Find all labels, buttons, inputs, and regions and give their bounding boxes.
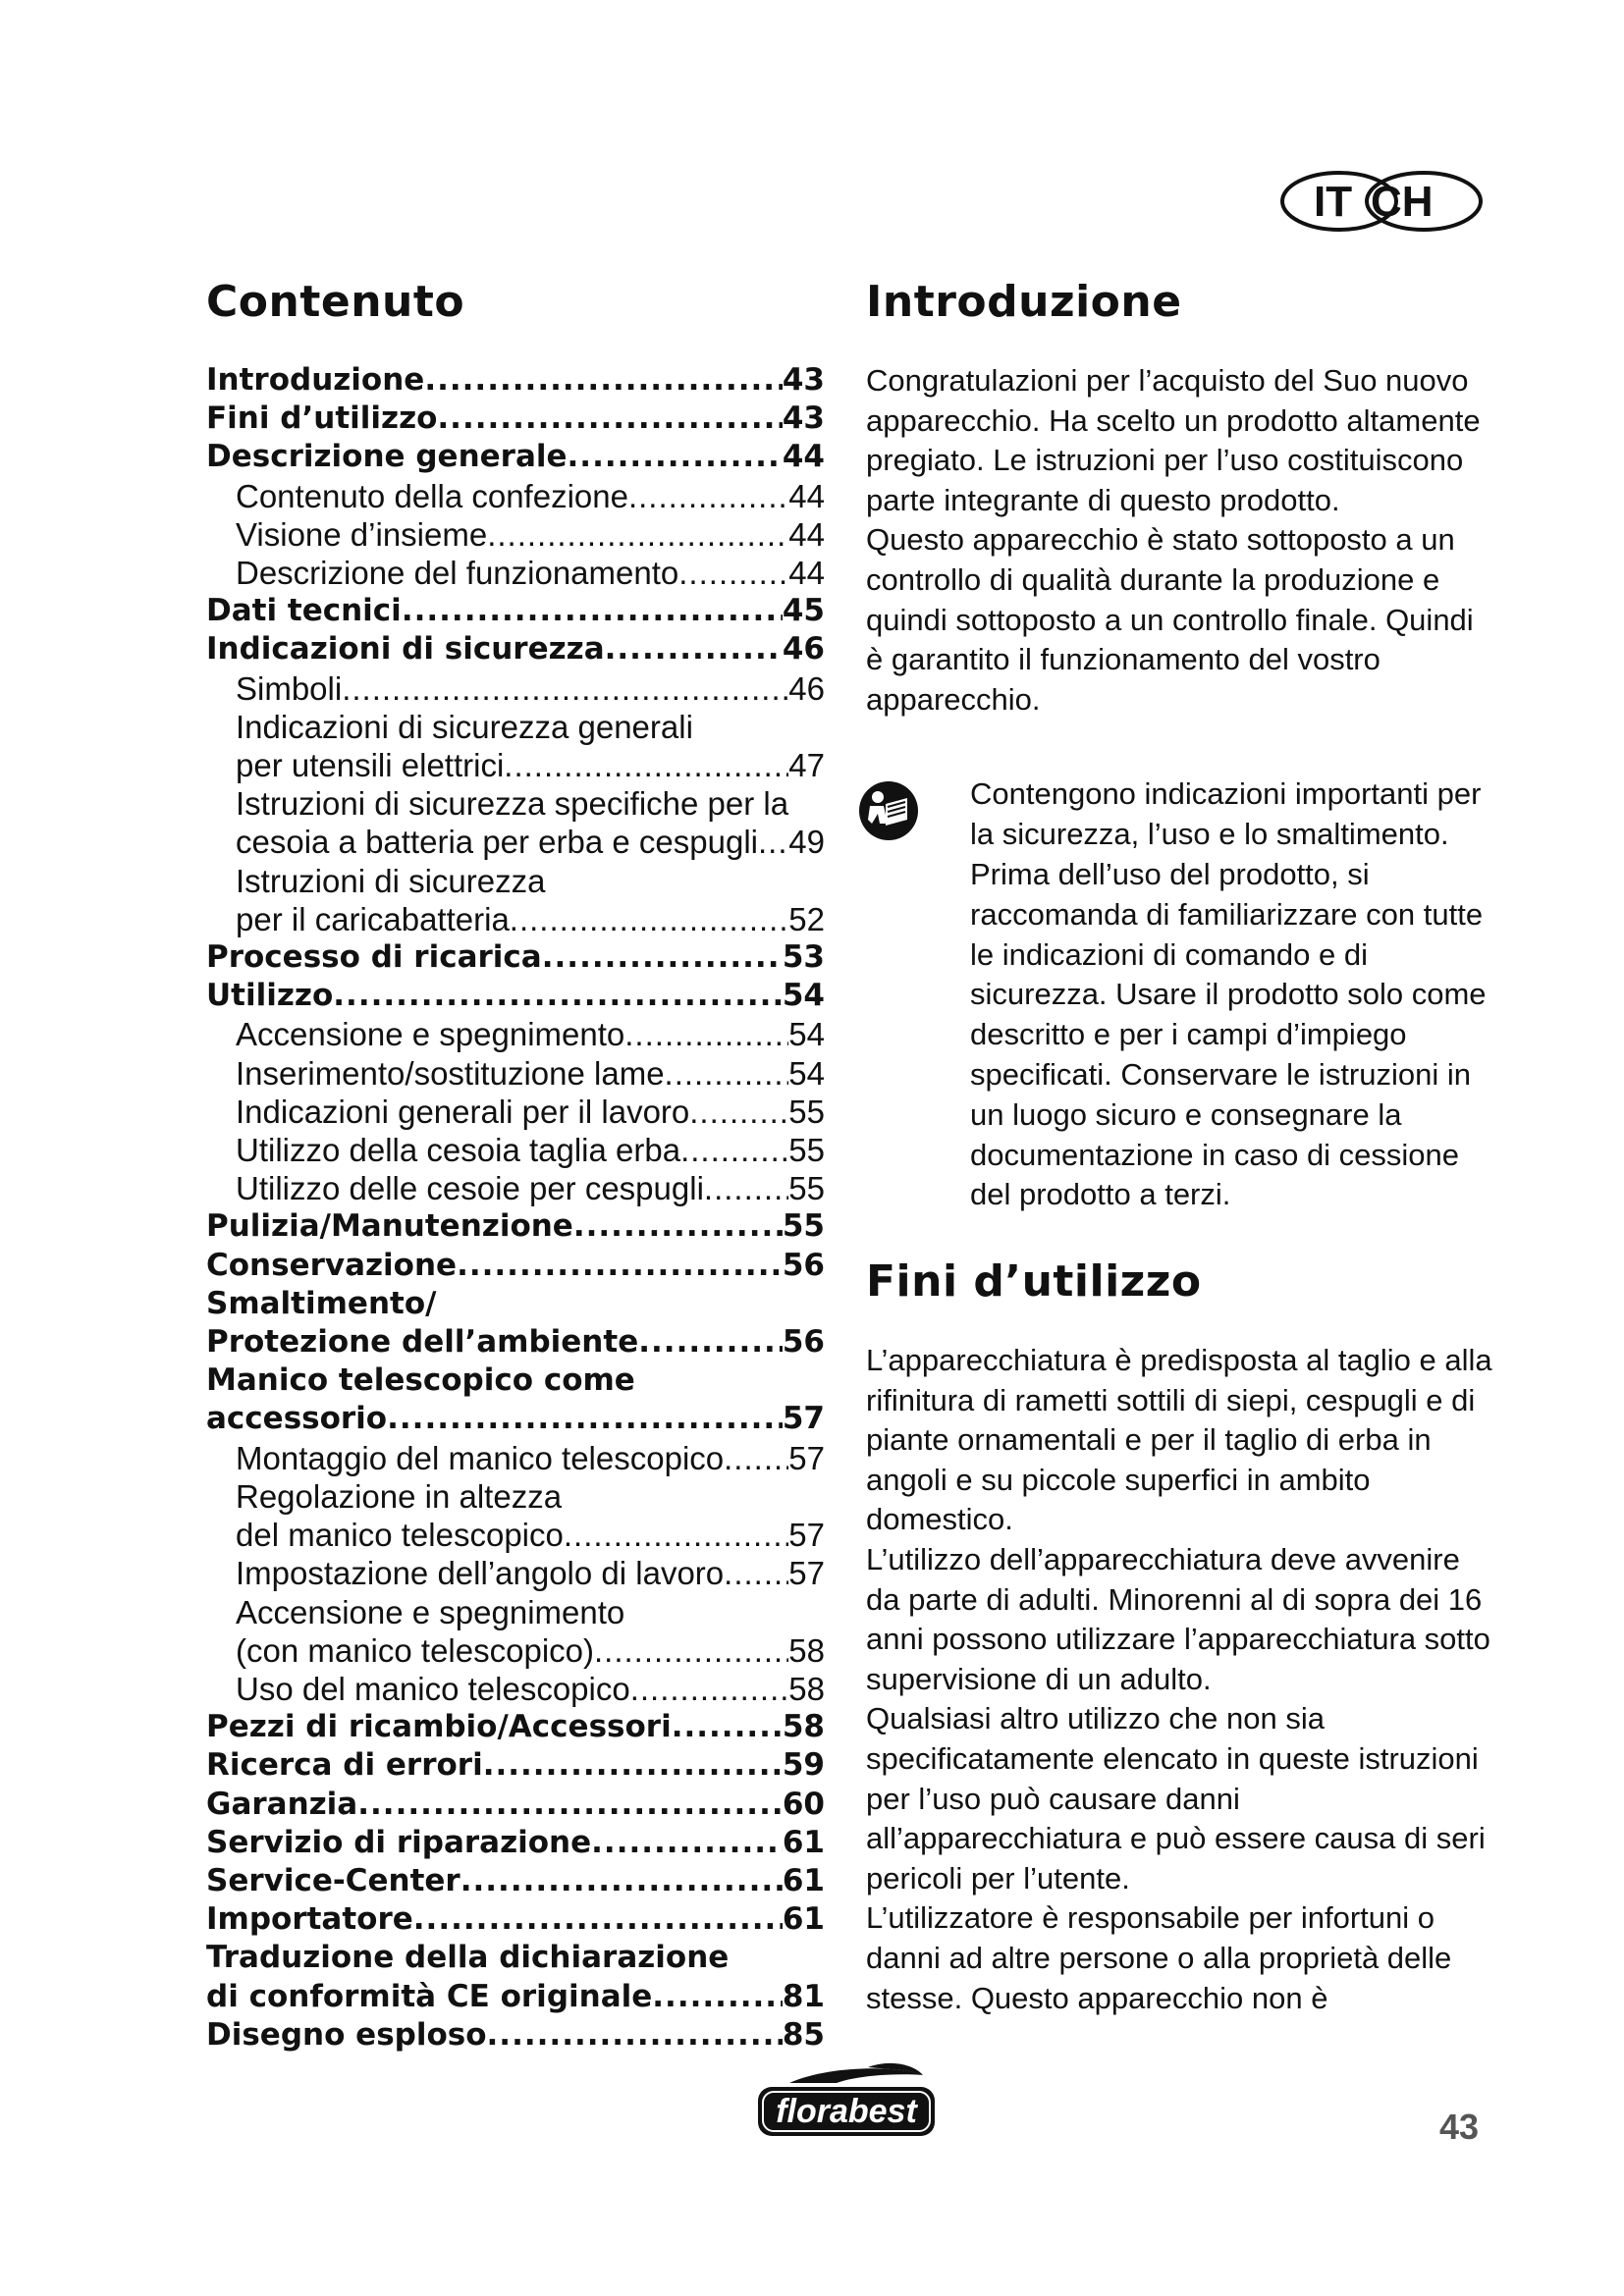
toc-entry — [206, 1786, 825, 1824]
fini-paragraph: L’utilizzatore è responsabile per infortuni o danni ad altre persone o alla proprietà delle stesse. Questo apparecchio non è — [866, 1900, 1452, 2015]
toc-leader-dots — [402, 592, 783, 630]
toc-entry-title: accessorio — [206, 1401, 388, 1437]
toc-entry — [206, 1554, 825, 1592]
toc-entry-title: Descrizione del funzionamento — [236, 555, 679, 592]
toc-leader-dots — [624, 1015, 788, 1053]
toc-entry — [206, 1477, 825, 1516]
toc-leader-dots — [483, 1746, 783, 1785]
language-code-ch: CH — [1371, 178, 1434, 226]
toc-entry-title: Dati tecnici — [206, 593, 402, 629]
language-badge-shape — [1278, 169, 1485, 234]
toc-entry — [206, 1439, 825, 1477]
toc-leader-dots — [678, 554, 788, 592]
toc-leader-dots — [487, 515, 788, 554]
toc-entry — [206, 554, 825, 592]
toc-entry — [206, 1207, 825, 1246]
toc-entry-title: Inserimento/sostituzione lame — [236, 1054, 665, 1092]
toc-entry — [206, 823, 825, 861]
toc-entry — [206, 1015, 825, 1053]
fini-heading: Fini d’utilizzo — [866, 1256, 1202, 1308]
toc-entry — [206, 1708, 825, 1746]
toc-entry-title: Montaggio del manico telescopico — [236, 1439, 725, 1476]
toc-leader-dots — [568, 438, 783, 476]
language-code-it: IT — [1314, 178, 1353, 226]
toc-leader-dots — [724, 1439, 788, 1477]
brand-name: florabest — [776, 2093, 917, 2130]
toc-leader-dots — [504, 746, 788, 784]
toc-entry — [206, 1978, 825, 2016]
toc-leader-dots — [652, 1978, 783, 2016]
toc-entry-title: Introduzione — [206, 362, 425, 398]
toc-list — [206, 361, 825, 2055]
toc-entry — [206, 2016, 825, 2055]
toc-leader-dots — [333, 977, 783, 1015]
toc-entry — [206, 515, 825, 554]
toc-leader-dots — [628, 477, 788, 515]
toc-leader-dots — [758, 823, 788, 861]
read-manual-icon — [858, 780, 919, 841]
toc-entry-title: cesoia a batteria per erba e cespugli — [236, 824, 758, 861]
toc-entry-page: 57 — [788, 1517, 825, 1554]
toc-entry-title: Ricerca di errori — [206, 1747, 483, 1784]
toc-entry-page: 61 — [782, 1824, 825, 1860]
toc-entry — [206, 746, 825, 784]
toc-leader-dots — [487, 2016, 783, 2055]
florabest-logo — [750, 2061, 943, 2142]
toc-entry-page: 81 — [782, 1978, 825, 2014]
toc-entry — [206, 1939, 825, 1977]
toc-leader-dots — [387, 1400, 783, 1438]
toc-entry — [206, 1631, 825, 1670]
toc-entry — [206, 1323, 825, 1362]
intro-body — [866, 361, 1494, 720]
toc-entry-title: Regolazione in altezza — [236, 1477, 563, 1515]
toc-entry-page: 57 — [782, 1401, 825, 1437]
toc-entry-title: Istruzioni di sicurezza specifiche per la — [236, 785, 789, 823]
toc-entry-title: Indicazioni di sicurezza generali — [236, 708, 693, 745]
toc-leader-dots — [672, 1708, 783, 1746]
toc-entry-title: Protezione dell’ambiente — [206, 1324, 639, 1361]
toc-entry — [206, 1362, 825, 1400]
toc-leader-dots — [573, 1207, 783, 1246]
toc-entry-title: Smaltimento/ — [206, 1285, 437, 1321]
toc-entry-title: per il caricabatteria — [236, 900, 510, 937]
toc-leader-dots — [457, 1247, 783, 1285]
toc-entry — [206, 1131, 825, 1169]
toc-entry-page: 55 — [788, 1093, 825, 1130]
toc-entry-title: Accensione e spegnimento — [236, 1593, 625, 1630]
toc-entry — [206, 1516, 825, 1554]
toc-entry — [206, 1746, 825, 1785]
toc-entry-page: 58 — [782, 1709, 825, 1745]
toc-leader-dots — [342, 669, 788, 708]
toc-entry — [206, 900, 825, 938]
toc-entry-page: 49 — [788, 824, 825, 861]
toc-entry-page: 56 — [782, 1324, 825, 1361]
toc-entry — [206, 1900, 825, 1939]
fini-paragraph: L’utilizzo dell’apparecchiatura deve avvenire da parte di adulti. Minorenni al di sopra dei 16 anni possono utilizzare l’apparecchiatura sotto supervisione di un adulto. — [866, 1542, 1490, 1696]
toc-entry — [206, 1670, 825, 1708]
toc-entry-page: 57 — [788, 1439, 825, 1476]
toc-entry-page: 44 — [788, 555, 825, 592]
toc-entry-title: Manico telescopico come — [206, 1362, 635, 1399]
toc-entry-title: Utilizzo delle cesoie per cespugli — [236, 1170, 704, 1207]
page-number: 43 — [1439, 2107, 1480, 2147]
toc-heading: Contenuto — [206, 277, 465, 327]
toc-entry — [206, 1054, 825, 1093]
toc-entry — [206, 708, 825, 746]
toc-entry — [206, 784, 825, 823]
toc-entry-page: 46 — [782, 631, 825, 667]
toc-entry-title: Garanzia — [206, 1786, 358, 1822]
toc-leader-dots — [460, 1862, 783, 1900]
toc-entry — [206, 592, 825, 630]
toc-entry-page: 54 — [788, 1016, 825, 1053]
toc-entry-page: 57 — [788, 1555, 825, 1592]
toc-leader-dots — [630, 1670, 789, 1708]
toc-entry-title: Indicazioni generali per il lavoro — [236, 1093, 690, 1130]
toc-entry — [206, 977, 825, 1015]
toc-entry-title: Visione d’insieme — [236, 515, 488, 553]
toc-entry-page: 44 — [788, 515, 825, 553]
toc-leader-dots — [413, 1900, 783, 1939]
toc-entry — [206, 1093, 825, 1131]
toc-entry-title: Impostazione dell’angolo di lavoro — [236, 1555, 725, 1592]
toc-entry — [206, 1824, 825, 1862]
toc-entry-title: Pulizia/Manutenzione — [206, 1208, 573, 1245]
toc-leader-dots — [638, 1323, 783, 1362]
toc-entry-title: Indicazioni di sicurezza — [206, 631, 605, 667]
toc-entry-page: 59 — [782, 1747, 825, 1784]
toc-entry-page: 55 — [788, 1170, 825, 1207]
toc-entry — [206, 1593, 825, 1631]
toc-entry-title: Fini d’utilizzo — [206, 400, 438, 437]
toc-entry-page: 54 — [782, 978, 825, 1014]
toc-entry-page: 53 — [782, 939, 825, 976]
toc-entry — [206, 1400, 825, 1438]
toc-entry-title: Importatore — [206, 1901, 413, 1938]
toc-entry — [206, 1169, 825, 1207]
toc-entry — [206, 862, 825, 900]
toc-entry-page: 45 — [782, 593, 825, 629]
toc-entry-title: Simboli — [236, 669, 343, 707]
notice-text: Contengono indicazioni importanti per la sicurezza, l’uso e lo smaltimento. Prima dell’uso del prodotto, si raccomanda di familiarizzare con tutte le indicazioni di comando e di sicurezza. Usare il prodotto solo come descritto e per i campi d’impiego specificati. Conservare le istruzioni in un luogo sicuro e consegnare la documentazione in caso di cessione del prodotto a terzi. — [970, 776, 1487, 1212]
toc-entry-title: Processo di ricarica — [206, 939, 542, 976]
toc-entry-page: 61 — [782, 1862, 825, 1898]
toc-entry — [206, 1862, 825, 1900]
toc-leader-dots — [665, 1054, 789, 1093]
content-column — [866, 273, 1494, 2018]
toc-entry — [206, 477, 825, 515]
toc-entry-page: 55 — [782, 1208, 825, 1245]
toc-entry-page: 61 — [782, 1901, 825, 1938]
toc-entry — [206, 438, 825, 476]
toc-entry-page: 56 — [782, 1247, 825, 1283]
toc-entry-title: (con manico telescopico) — [236, 1631, 594, 1669]
toc-entry-title: Servizio di riparazione — [206, 1824, 592, 1860]
toc-leader-dots — [564, 1516, 788, 1554]
toc-entry-page: 43 — [782, 400, 825, 437]
toc-entry-title: Service-Center — [206, 1862, 460, 1898]
fini-paragraph: Qualsiasi altro utilizzo che non sia specificatamente elencato in queste istruzioni per l’uso può causare danni all’apparecchiatura e può essere causa di seri pericoli per l’utente. — [866, 1701, 1486, 1896]
toc-entry-page: 44 — [782, 439, 825, 475]
toc-leader-dots — [542, 938, 783, 977]
toc-leader-dots — [437, 400, 782, 438]
intro-heading: Introduzione — [866, 277, 1182, 327]
toc-entry-title: Disegno esploso — [206, 2016, 487, 2053]
toc-leader-dots — [605, 630, 783, 668]
toc-entry-title: Descrizione generale — [206, 439, 568, 475]
toc-entry-title: di conformità CE originale — [206, 1978, 653, 2014]
toc-entry — [206, 1247, 825, 1285]
toc-entry-page: 54 — [788, 1054, 825, 1092]
toc-entry — [206, 669, 825, 708]
toc-leader-dots — [680, 1131, 788, 1169]
toc-entry-page: 58 — [788, 1631, 825, 1669]
toc-entry — [206, 361, 825, 400]
toc-leader-dots — [594, 1631, 788, 1670]
toc-entry-title: Pezzi di ricambio/Accessori — [206, 1709, 672, 1745]
intro-paragraph: Congratulazioni per l’acquisto del Suo nuovo apparecchio. Ha scelto un prodotto altamente pregiato. Le istruzioni per l’uso costituiscono parte integrante di questo prodotto. — [866, 363, 1481, 517]
toc-entry-page: 43 — [782, 362, 825, 398]
fini-body — [866, 1341, 1494, 2018]
intro-paragraph: Questo apparecchio è stato sottoposto a un controllo di qualità durante la produzione e quindi sottoposto a un controllo finale. Quindi è garantito il funzionamento del vostro apparecchio. — [866, 522, 1474, 717]
toc-entry-title: Utilizzo della cesoia taglia erba — [236, 1132, 681, 1169]
toc-entry-title: Contenuto della confezione — [236, 477, 628, 514]
toc-entry-title: Conservazione — [206, 1247, 458, 1283]
toc-column — [206, 273, 825, 2055]
toc-entry-page: 55 — [788, 1132, 825, 1169]
toc-entry-title: Accensione e spegnimento — [236, 1016, 625, 1053]
toc-entry-page: 46 — [788, 669, 825, 707]
language-badge — [1278, 169, 1485, 234]
toc-leader-dots — [724, 1554, 788, 1592]
toc-leader-dots — [689, 1093, 788, 1131]
toc-entry-title: Utilizzo — [206, 978, 334, 1014]
toc-entry-page: 60 — [782, 1786, 825, 1822]
toc-entry — [206, 938, 825, 977]
fini-paragraph: L’apparecchiatura è predisposta al taglio e alla rifinitura di rametti sottili di siepi, cespugli e di piante ornamentali e per il taglio di erba in angoli e su piccole superfici in ambito domestico. — [866, 1343, 1492, 1537]
toc-entry-page: 52 — [788, 900, 825, 937]
toc-entry-title: Istruzioni di sicurezza — [236, 862, 546, 899]
toc-entry — [206, 400, 825, 438]
toc-entry-title: del manico telescopico — [236, 1517, 564, 1554]
toc-entry-page: 85 — [782, 2016, 825, 2053]
toc-leader-dots — [591, 1824, 783, 1862]
toc-entry-page: 47 — [788, 747, 825, 784]
toc-entry — [206, 630, 825, 668]
manual-notice — [866, 774, 1494, 1215]
toc-entry — [206, 1285, 825, 1323]
toc-leader-dots — [357, 1786, 783, 1824]
toc-leader-dots — [510, 900, 788, 938]
toc-entry-title: per utensili elettrici — [236, 747, 505, 784]
toc-entry-title: Traduzione della dichiarazione — [206, 1940, 730, 1976]
toc-leader-dots — [704, 1169, 788, 1207]
toc-entry-page: 44 — [788, 477, 825, 514]
toc-leader-dots — [424, 361, 783, 400]
toc-entry-page: 58 — [788, 1670, 825, 1707]
toc-entry-title: Uso del manico telescopico — [236, 1670, 630, 1707]
